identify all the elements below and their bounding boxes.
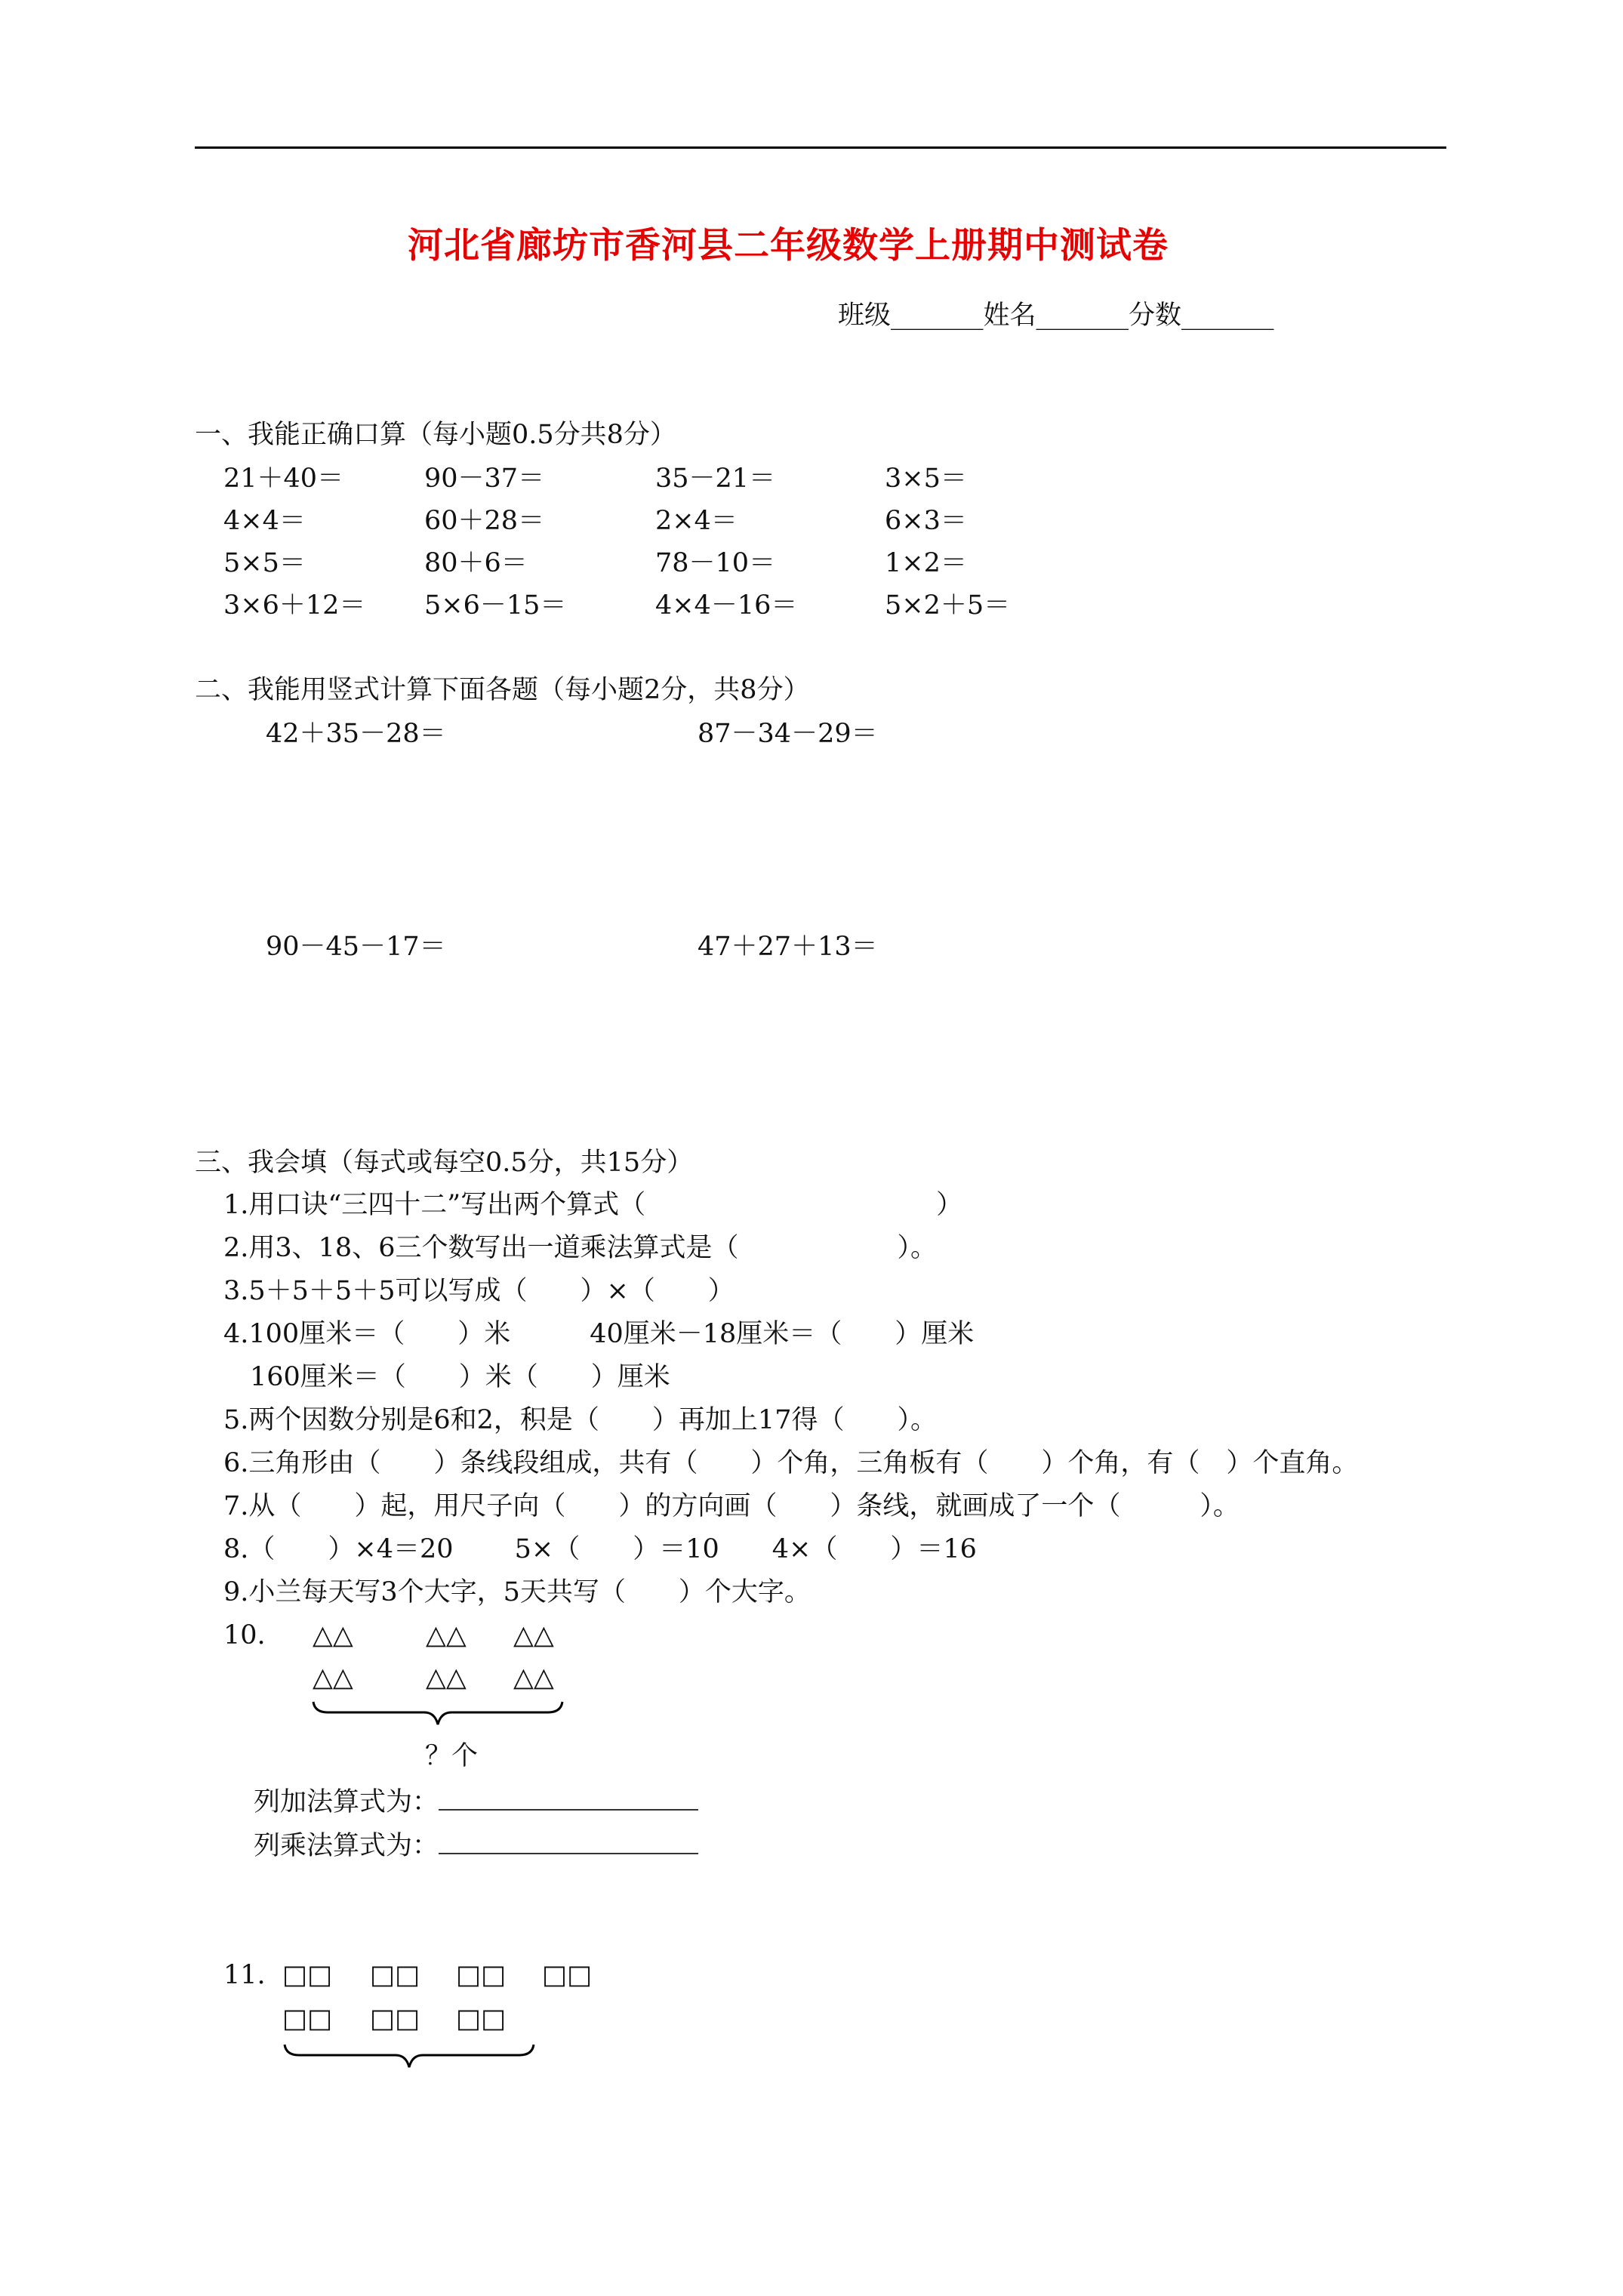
oral-calc: 35－21＝ (655, 464, 776, 494)
square-group: □□ (282, 1960, 333, 1990)
triangle-group: △△ (426, 1663, 467, 1693)
section2-heading: 二、我能用竖式计算下面各题（每小题2分，共8分） (195, 675, 810, 705)
oral-calc: 90－37＝ (424, 464, 545, 494)
vertical-calc-problem: 87－34－29＝ (698, 719, 878, 749)
oral-calc: 80＋6＝ (424, 548, 528, 578)
fill-item-9: 9.小兰每天写3个大字，5天共写（ ）个大字。 (223, 1577, 811, 1607)
oral-calc: 1×2＝ (885, 548, 967, 578)
top-rule (195, 146, 1446, 149)
oral-calc: 5×5＝ (223, 548, 306, 578)
page-title: 河北省廊坊市香河县二年级数学上册期中测试卷 (408, 225, 1169, 267)
oral-calc: 21＋40＝ (223, 464, 344, 494)
multiplication-label (254, 1826, 698, 1863)
section1-heading: 一、我能正确口算（每小题0.5分共8分） (195, 420, 676, 450)
student-info-line: 班级_______姓名_______分数_______ (838, 300, 1274, 331)
oral-calc: 3×5＝ (885, 464, 967, 494)
fill-item-3: 3.5＋5＋5＋5可以写成（ ）×（ ） (223, 1276, 735, 1306)
oral-calc: 4×4＝ (223, 506, 306, 536)
item10-number: 10. (223, 1620, 266, 1650)
fill-item-2: 2.用3、18、6三个数写出一道乘法算式是（ ）。 (223, 1233, 937, 1263)
oral-calc: 60＋28＝ (424, 506, 545, 536)
item10-brace (311, 1699, 565, 1729)
square-group: □□ (282, 2004, 333, 2034)
triangle-group: △△ (513, 1620, 554, 1650)
multiplication-answer-line[interactable] (439, 1826, 698, 1854)
square-group: □□ (370, 1960, 420, 1990)
item11-number: 11. (223, 1960, 266, 1990)
fill-item-4b: 160厘米＝（ ）米（ ）厘米 (223, 1362, 670, 1392)
oral-calc: 3×6＋12＝ (223, 590, 366, 621)
vertical-calc-problem: 90－45－17＝ (266, 932, 446, 962)
square-group: □□ (370, 2004, 420, 2034)
fill-item-1: 1.用口诀“三四十二”写出两个算式（ ） (223, 1190, 963, 1220)
triangle-group: △△ (313, 1663, 353, 1693)
triangle-group: △△ (513, 1663, 554, 1693)
triangle-group: △△ (426, 1620, 467, 1650)
addition-label-text: 列加法算式为： (254, 1787, 439, 1817)
fill-item-5: 5.两个因数分别是6和2，积是（ ）再加上17得（ ）。 (223, 1405, 937, 1435)
oral-calc: 4×4－16＝ (655, 590, 798, 621)
triangle-group: △△ (313, 1620, 353, 1650)
multiplication-label-text: 列乘法算式为： (254, 1831, 439, 1861)
square-group: □□ (456, 1960, 507, 1990)
oral-calc: 2×4＝ (655, 506, 738, 536)
oral-calc: 6×3＝ (885, 506, 967, 536)
item11-brace (282, 2042, 536, 2072)
vertical-calc-problem: 42＋35－28＝ (266, 719, 446, 749)
item10-question: ？个 (425, 1741, 479, 1771)
square-group: □□ (456, 2004, 507, 2034)
oral-calc: 5×6－15＝ (424, 590, 567, 621)
square-group: □□ (542, 1960, 593, 1990)
fill-item-6: 6.三角形由（ ）条线段组成，共有（ ）个角，三角板有（ ）个角，有（ ）个直角。 (223, 1448, 1359, 1478)
section3-heading: 三、我会填（每式或每空0.5分，共15分） (195, 1148, 694, 1178)
fill-item-4: 4.100厘米＝（ ）米 40厘米－18厘米＝（ ）厘米 (223, 1319, 975, 1349)
addition-answer-line[interactable] (439, 1782, 698, 1811)
fill-item-7: 7.从（ ）起，用尺子向（ ）的方向画（ ）条线，就画成了一个（ ）。 (223, 1491, 1240, 1521)
oral-calc: 78－10＝ (655, 548, 776, 578)
fill-item-8: 8.（ ）×4＝20 5×（ ）＝10 4×（ ）＝16 (223, 1534, 977, 1564)
vertical-calc-problem: 47＋27＋13＝ (698, 932, 878, 962)
addition-label (254, 1782, 698, 1819)
oral-calc: 5×2＋5＝ (885, 590, 1011, 621)
